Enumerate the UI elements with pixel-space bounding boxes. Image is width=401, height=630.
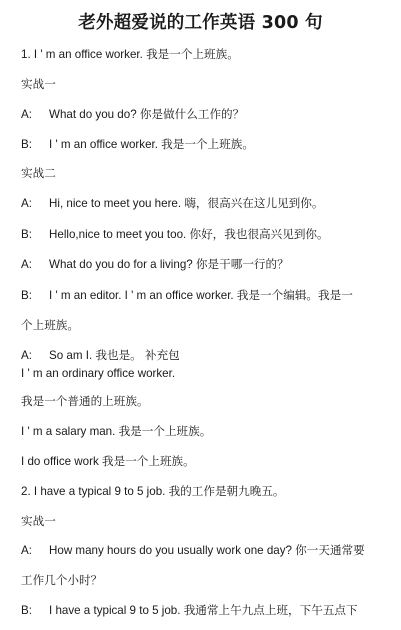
speaker-label: A: xyxy=(21,197,32,210)
text-line: I ' m a salary man. 我是一个上班族。 xyxy=(21,425,212,438)
text-line: 个上班族。 xyxy=(21,319,79,332)
dialogue-line xyxy=(21,257,289,272)
dialogue-text: Hello,nice to meet you too. 你好，我也很高兴见到你。 xyxy=(49,228,329,241)
text-line: 工作几个小时？ xyxy=(21,574,103,587)
dialogue-text: How many hours do you usually work one day? 你一天通常要 xyxy=(49,544,365,557)
speaker-label: A: xyxy=(21,108,32,121)
text-line: 2. I have a typical 9 to 5 job. 我的工作是朝九晚五。 xyxy=(21,485,285,498)
speaker-label: A: xyxy=(21,544,32,557)
dialogue-text: What do you do? 你是做什么工作的？ xyxy=(49,108,245,121)
dialogue-line xyxy=(21,543,365,558)
dialogue-text: I ' m an office worker. 我是一个上班族。 xyxy=(49,138,254,151)
speaker-label: B: xyxy=(21,228,32,241)
speaker-label: B: xyxy=(21,604,32,617)
dialogue-text: Hi, nice to meet you here. 嗨，很高兴在这儿见到你。 xyxy=(49,197,324,210)
dialogue-text: What do you do for a living? 你是干哪一行的？ xyxy=(49,258,289,271)
speaker-label: A: xyxy=(21,349,32,362)
page-title: 老外超爱说的工作英语 300 句 xyxy=(78,13,323,33)
dialogue-line xyxy=(21,348,180,363)
dialogue-line xyxy=(21,603,358,618)
dialogue-line xyxy=(21,196,323,211)
speaker-label: B: xyxy=(21,289,32,302)
dialogue-text: I have a typical 9 to 5 job. 我通常上午九点上班，下午五点下 xyxy=(49,604,358,617)
text-line: 我是一个普通的上班族。 xyxy=(21,395,149,408)
dialogue-line xyxy=(21,137,254,152)
section-heading: 实战一 xyxy=(21,515,56,528)
dialogue-line xyxy=(21,288,353,303)
text-line: 1. I ' m an office worker. 我是一个上班族。 xyxy=(21,48,239,61)
section-heading: 实战二 xyxy=(21,167,56,180)
dialogue-line xyxy=(21,107,244,122)
text-line: I ' m an ordinary office worker. xyxy=(21,367,176,380)
dialogue-text: I ' m an editor. I ' m an office worker. 我是一个编辑。我是一 xyxy=(49,289,353,302)
dialogue-text: So am I. 我也是。 补充包 xyxy=(49,349,180,362)
speaker-label: A: xyxy=(21,258,32,271)
dialogue-line xyxy=(21,227,329,242)
text-line: I do office work 我是一个上班族。 xyxy=(21,455,195,468)
section-heading: 实战一 xyxy=(21,78,56,91)
speaker-label: B: xyxy=(21,138,32,151)
